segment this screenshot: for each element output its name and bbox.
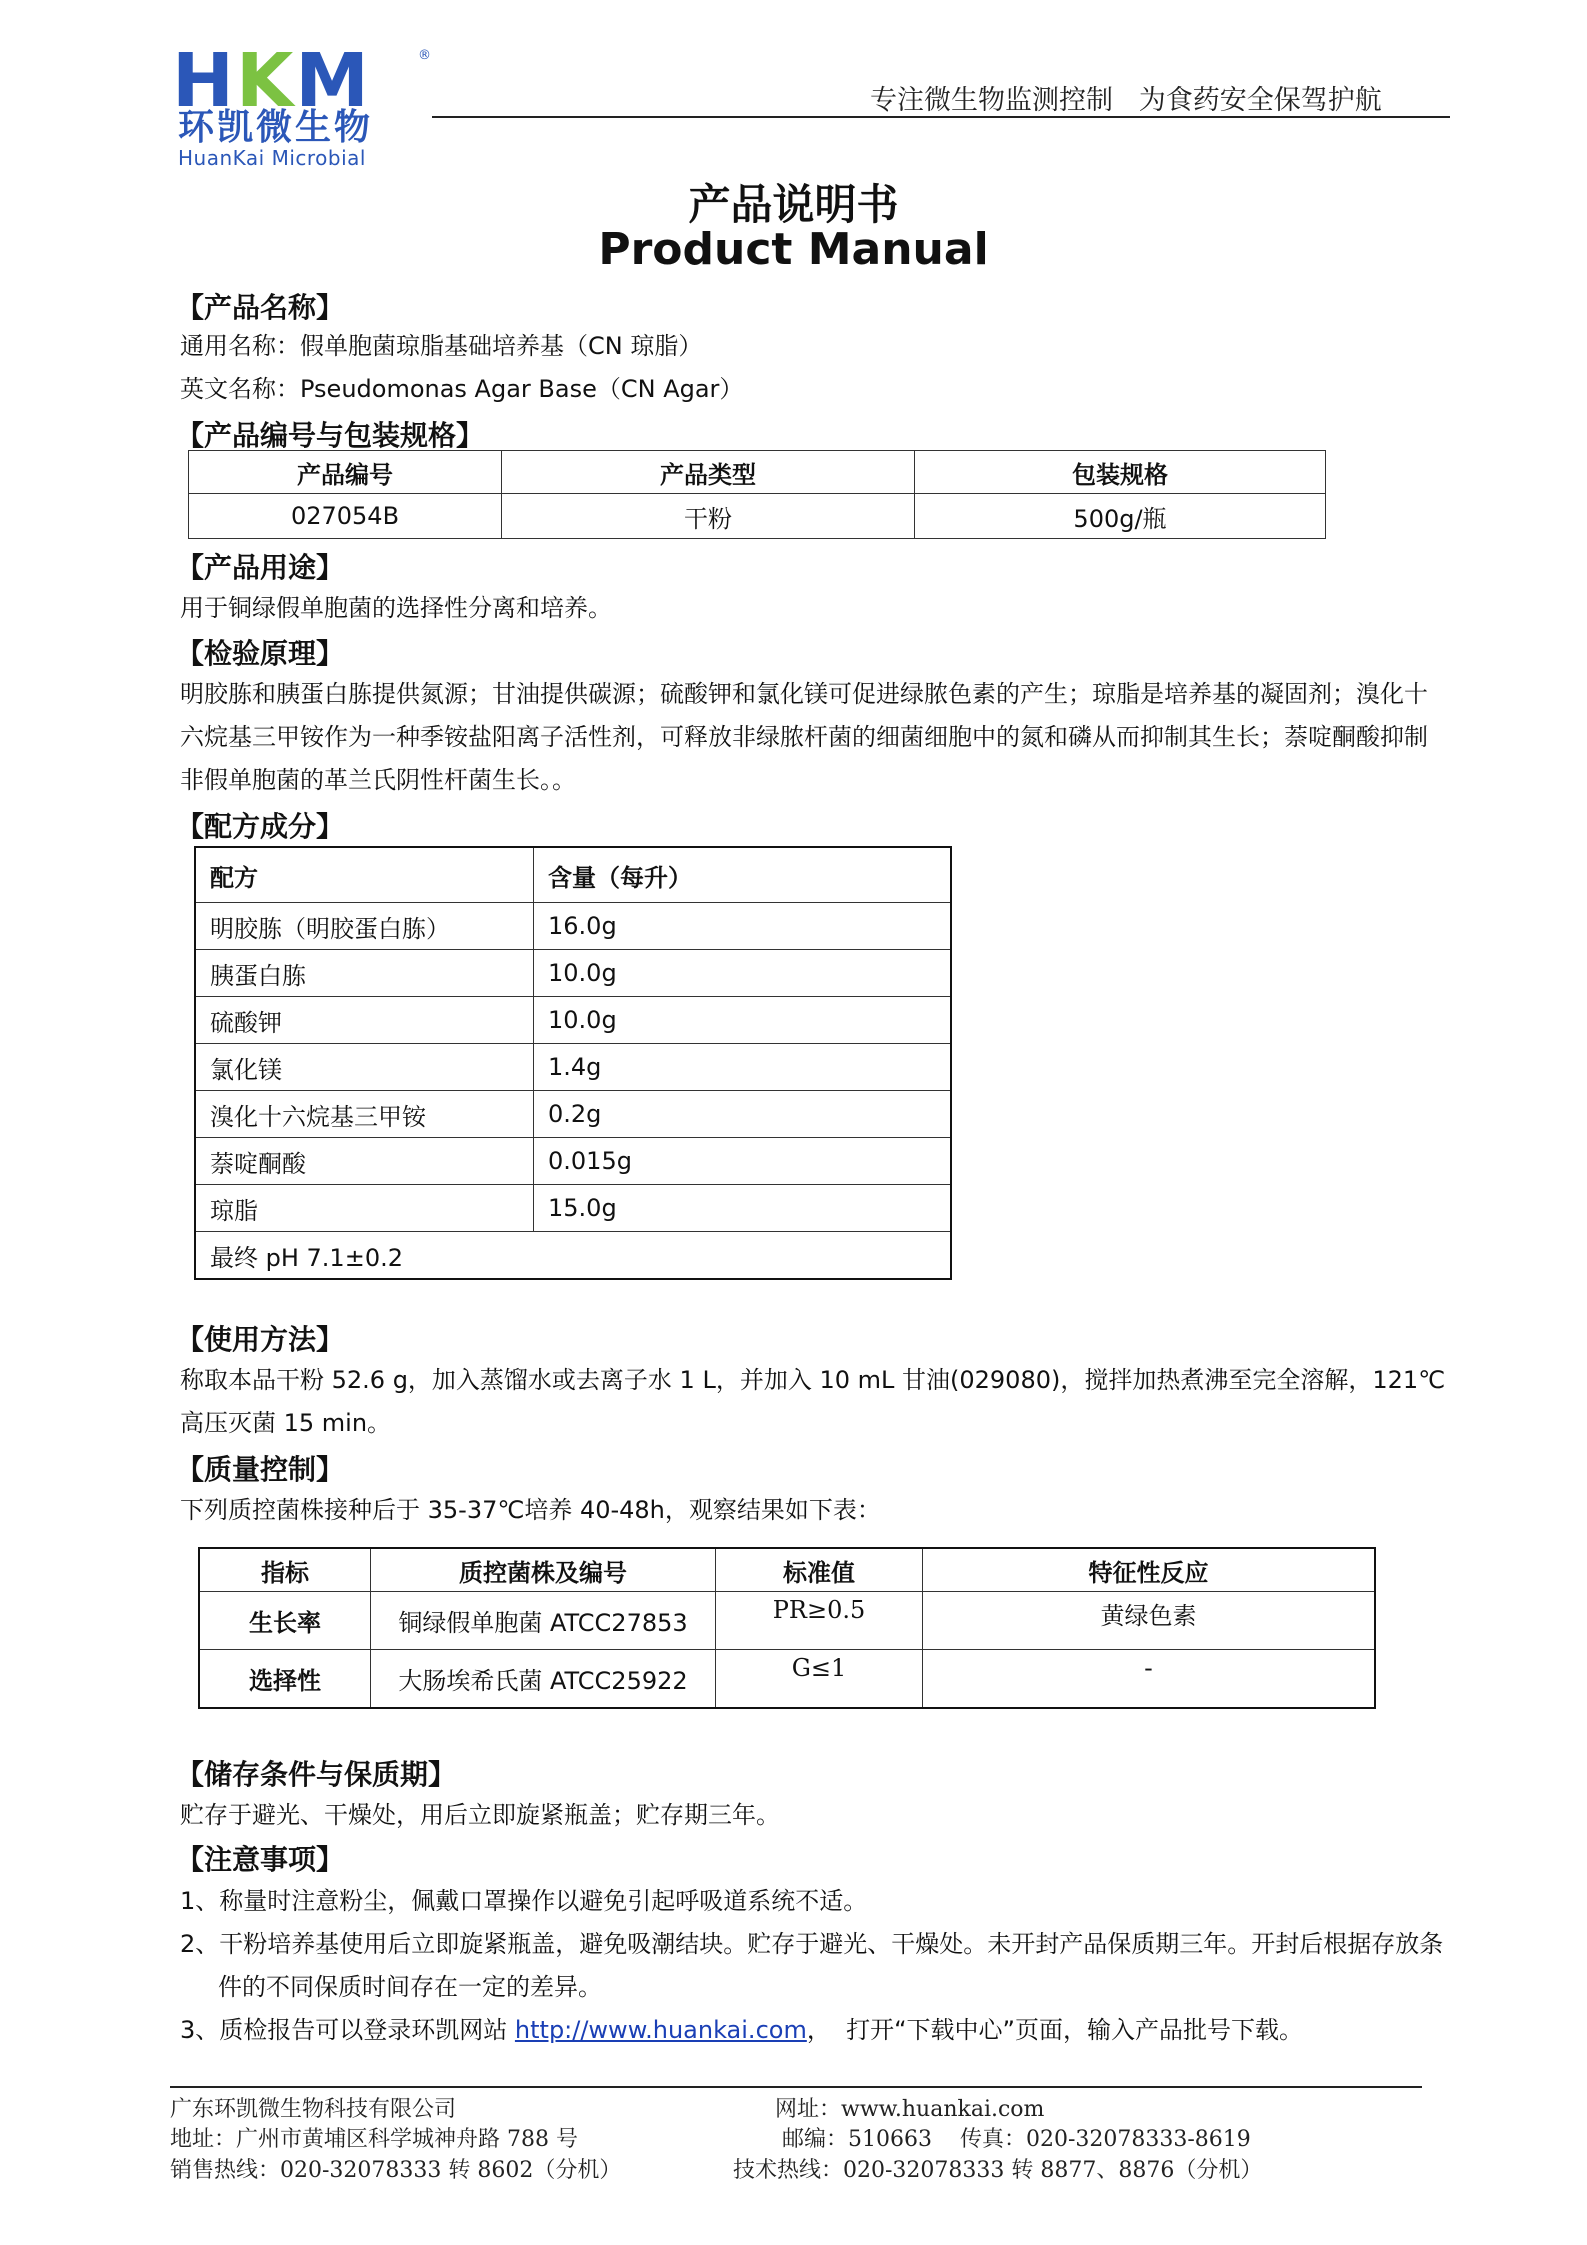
ingredient-name: 明胶胨（明胶蛋白胨） — [195, 903, 534, 950]
registered-mark: ® — [418, 48, 431, 63]
table-row — [195, 1091, 951, 1138]
section-heading-qc: 【质量控制】 — [176, 1453, 345, 1486]
section-heading-method: 【使用方法】 — [176, 1323, 345, 1356]
qc-reaction: 黄绿色素 — [923, 1592, 1376, 1650]
table-row — [199, 1592, 1375, 1650]
qc-reaction: - — [923, 1650, 1376, 1709]
formula-table — [194, 846, 952, 1280]
qc-intro: 下列质控菌株接种后于 35-37℃培养 40-48h，观察结果如下表： — [180, 1496, 881, 1524]
qc-strain: 铜绿假单胞菌 ATCC27853 — [371, 1592, 716, 1650]
table-header-cell: 产品类型 — [502, 451, 915, 494]
qc-standard: G≤1 — [716, 1650, 923, 1709]
note-item-3-text: 3、质检报告可以登录环凯网站 — [180, 2016, 515, 2044]
ingredient-name: 溴化十六烷基三甲铵 — [195, 1091, 534, 1138]
table-row — [195, 1044, 951, 1091]
final-ph: 最终 pH 7.1±0.2 — [195, 1232, 951, 1280]
note-item-1: 1、称量时注意粉尘，佩戴口罩操作以避免引起呼吸道系统不适。 — [180, 1887, 868, 1915]
note-item-3-text-end: ， 打开“下载中心”页面，输入产品批号下载。 — [806, 2016, 1303, 2044]
footer-website: 网址：www.huankai.com — [775, 2097, 1045, 2122]
footer-company: 广东环凯微生物科技有限公司 — [170, 2097, 457, 2122]
product-type: 干粉 — [502, 494, 915, 539]
qc-table — [198, 1547, 1376, 1709]
footer-divider — [170, 2086, 1422, 2088]
section-heading-packaging: 【产品编号与包装规格】 — [176, 419, 485, 452]
website-link[interactable]: http://www.huankai.com — [514, 2016, 807, 2044]
ingredient-amount: 16.0g — [534, 903, 952, 950]
qc-indicator: 选择性 — [199, 1650, 371, 1709]
ingredient-amount: 0.015g — [534, 1138, 952, 1185]
table-row — [199, 1650, 1375, 1709]
table-row — [195, 1138, 951, 1185]
logo-letter-m: M — [295, 38, 371, 124]
ingredient-amount: 1.4g — [534, 1044, 952, 1091]
note-item-2: 2、干粉培养基使用后立即旋紧瓶盖，避免吸潮结块。贮存于避光、干燥处。未开封产品保质期三年。开封后根据存放条件的不同保质时间存在一定的差异。 — [180, 1930, 1444, 2001]
table-header-cell: 含量（每升） — [534, 847, 952, 903]
ingredient-name: 胰蛋白胨 — [195, 950, 534, 997]
table-header-cell: 配方 — [195, 847, 534, 903]
table-header-cell: 产品编号 — [189, 451, 502, 494]
method-text: 称取本品干粉 52.6 g，加入蒸馏水或去离子水 1 L，并加入 10 mL 甘油(029080)，搅拌加热煮沸至完全溶解，121℃高压灭菌 15 min。 — [180, 1366, 1446, 1437]
ingredient-name: 氯化镁 — [195, 1044, 534, 1091]
qc-indicator: 生长率 — [199, 1592, 371, 1650]
table-row — [189, 494, 1326, 539]
ingredient-name: 琼脂 — [195, 1185, 534, 1232]
table-row — [195, 950, 951, 997]
logo-letter-h: H — [172, 38, 236, 124]
header-slogan: 专注微生物监测控制 为食药安全保驾护航 — [870, 85, 1382, 116]
package-spec: 500g/瓶 — [915, 494, 1326, 539]
storage-text: 贮存于避光、干燥处，用后立即旋紧瓶盖；贮存期三年。 — [180, 1801, 780, 1829]
footer-address: 地址：广州市黄埔区科学城神舟路 788 号 — [170, 2127, 578, 2152]
header-divider — [432, 116, 1450, 118]
table-header-cell: 质控菌株及编号 — [371, 1548, 716, 1592]
ingredient-amount: 10.0g — [534, 950, 952, 997]
table-header-row — [199, 1548, 1375, 1592]
qc-standard: PR≥0.5 — [716, 1592, 923, 1650]
section-heading-principle: 【检验原理】 — [176, 637, 345, 670]
section-heading-notes: 【注意事项】 — [176, 1843, 345, 1876]
ingredient-amount: 0.2g — [534, 1091, 952, 1138]
ingredient-amount: 15.0g — [534, 1185, 952, 1232]
usage-text: 用于铜绿假单胞菌的选择性分离和培养。 — [180, 594, 612, 622]
note-item-3 — [180, 2009, 1303, 2052]
ingredient-name: 萘啶酮酸 — [195, 1138, 534, 1185]
footer-tech-hotline: 技术热线：020-32078333 转 8877、8876（分机） — [733, 2158, 1263, 2183]
ingredient-name: 硫酸钾 — [195, 997, 534, 1044]
section-heading-product-name: 【产品名称】 — [176, 291, 345, 324]
logo-letter-k: K — [235, 38, 296, 124]
table-header-row — [189, 451, 1326, 494]
table-row — [195, 997, 951, 1044]
footer-postcode-fax: 邮编：510663 传真：020-32078333-8619 — [782, 2127, 1251, 2152]
english-name: 英文名称：Pseudomonas Agar Base（CN Agar） — [180, 375, 744, 403]
product-code: 027054B — [189, 494, 502, 539]
table-header-cell: 包装规格 — [915, 451, 1326, 494]
section-heading-usage: 【产品用途】 — [176, 551, 345, 584]
ingredient-amount: 10.0g — [534, 997, 952, 1044]
table-header-cell: 指标 — [199, 1548, 371, 1592]
principle-text: 明胶胨和胰蛋白胨提供氮源；甘油提供碳源；硫酸钾和氯化镁可促进绿脓色素的产生；琼脂是培养基的凝固剂；溴化十六烷基三甲铵作为一种季铵盐阳离子活性剂，可释放非绿脓杆菌的细菌细胞中的氮和磷从而抑制其生长；萘啶酮酸抑制非假单胞菌的革兰氏阴性杆菌生长。。 — [180, 680, 1428, 794]
table-header-cell: 标准值 — [716, 1548, 923, 1592]
packaging-table — [188, 450, 1326, 539]
table-row — [195, 1232, 951, 1280]
table-header-row — [195, 847, 951, 903]
table-row — [195, 903, 951, 950]
logo-chinese-name: 环凯微生物 — [178, 107, 374, 148]
section-heading-formula: 【配方成分】 — [176, 810, 345, 843]
page-title-en: Product Manual — [598, 224, 989, 275]
section-heading-storage: 【储存条件与保质期】 — [176, 1758, 457, 1791]
footer-sales-hotline: 销售热线：020-32078333 转 8602（分机） — [170, 2158, 622, 2183]
page-title-cn: 产品说明书 — [688, 180, 899, 229]
qc-strain: 大肠埃希氏菌 ATCC25922 — [371, 1650, 716, 1709]
logo-english-name: HuanKai Microbial — [178, 146, 366, 170]
table-header-cell: 特征性反应 — [923, 1548, 1376, 1592]
generic-name: 通用名称：假单胞菌琼脂基础培养基（CN 琼脂） — [180, 332, 703, 360]
table-row — [195, 1185, 951, 1232]
